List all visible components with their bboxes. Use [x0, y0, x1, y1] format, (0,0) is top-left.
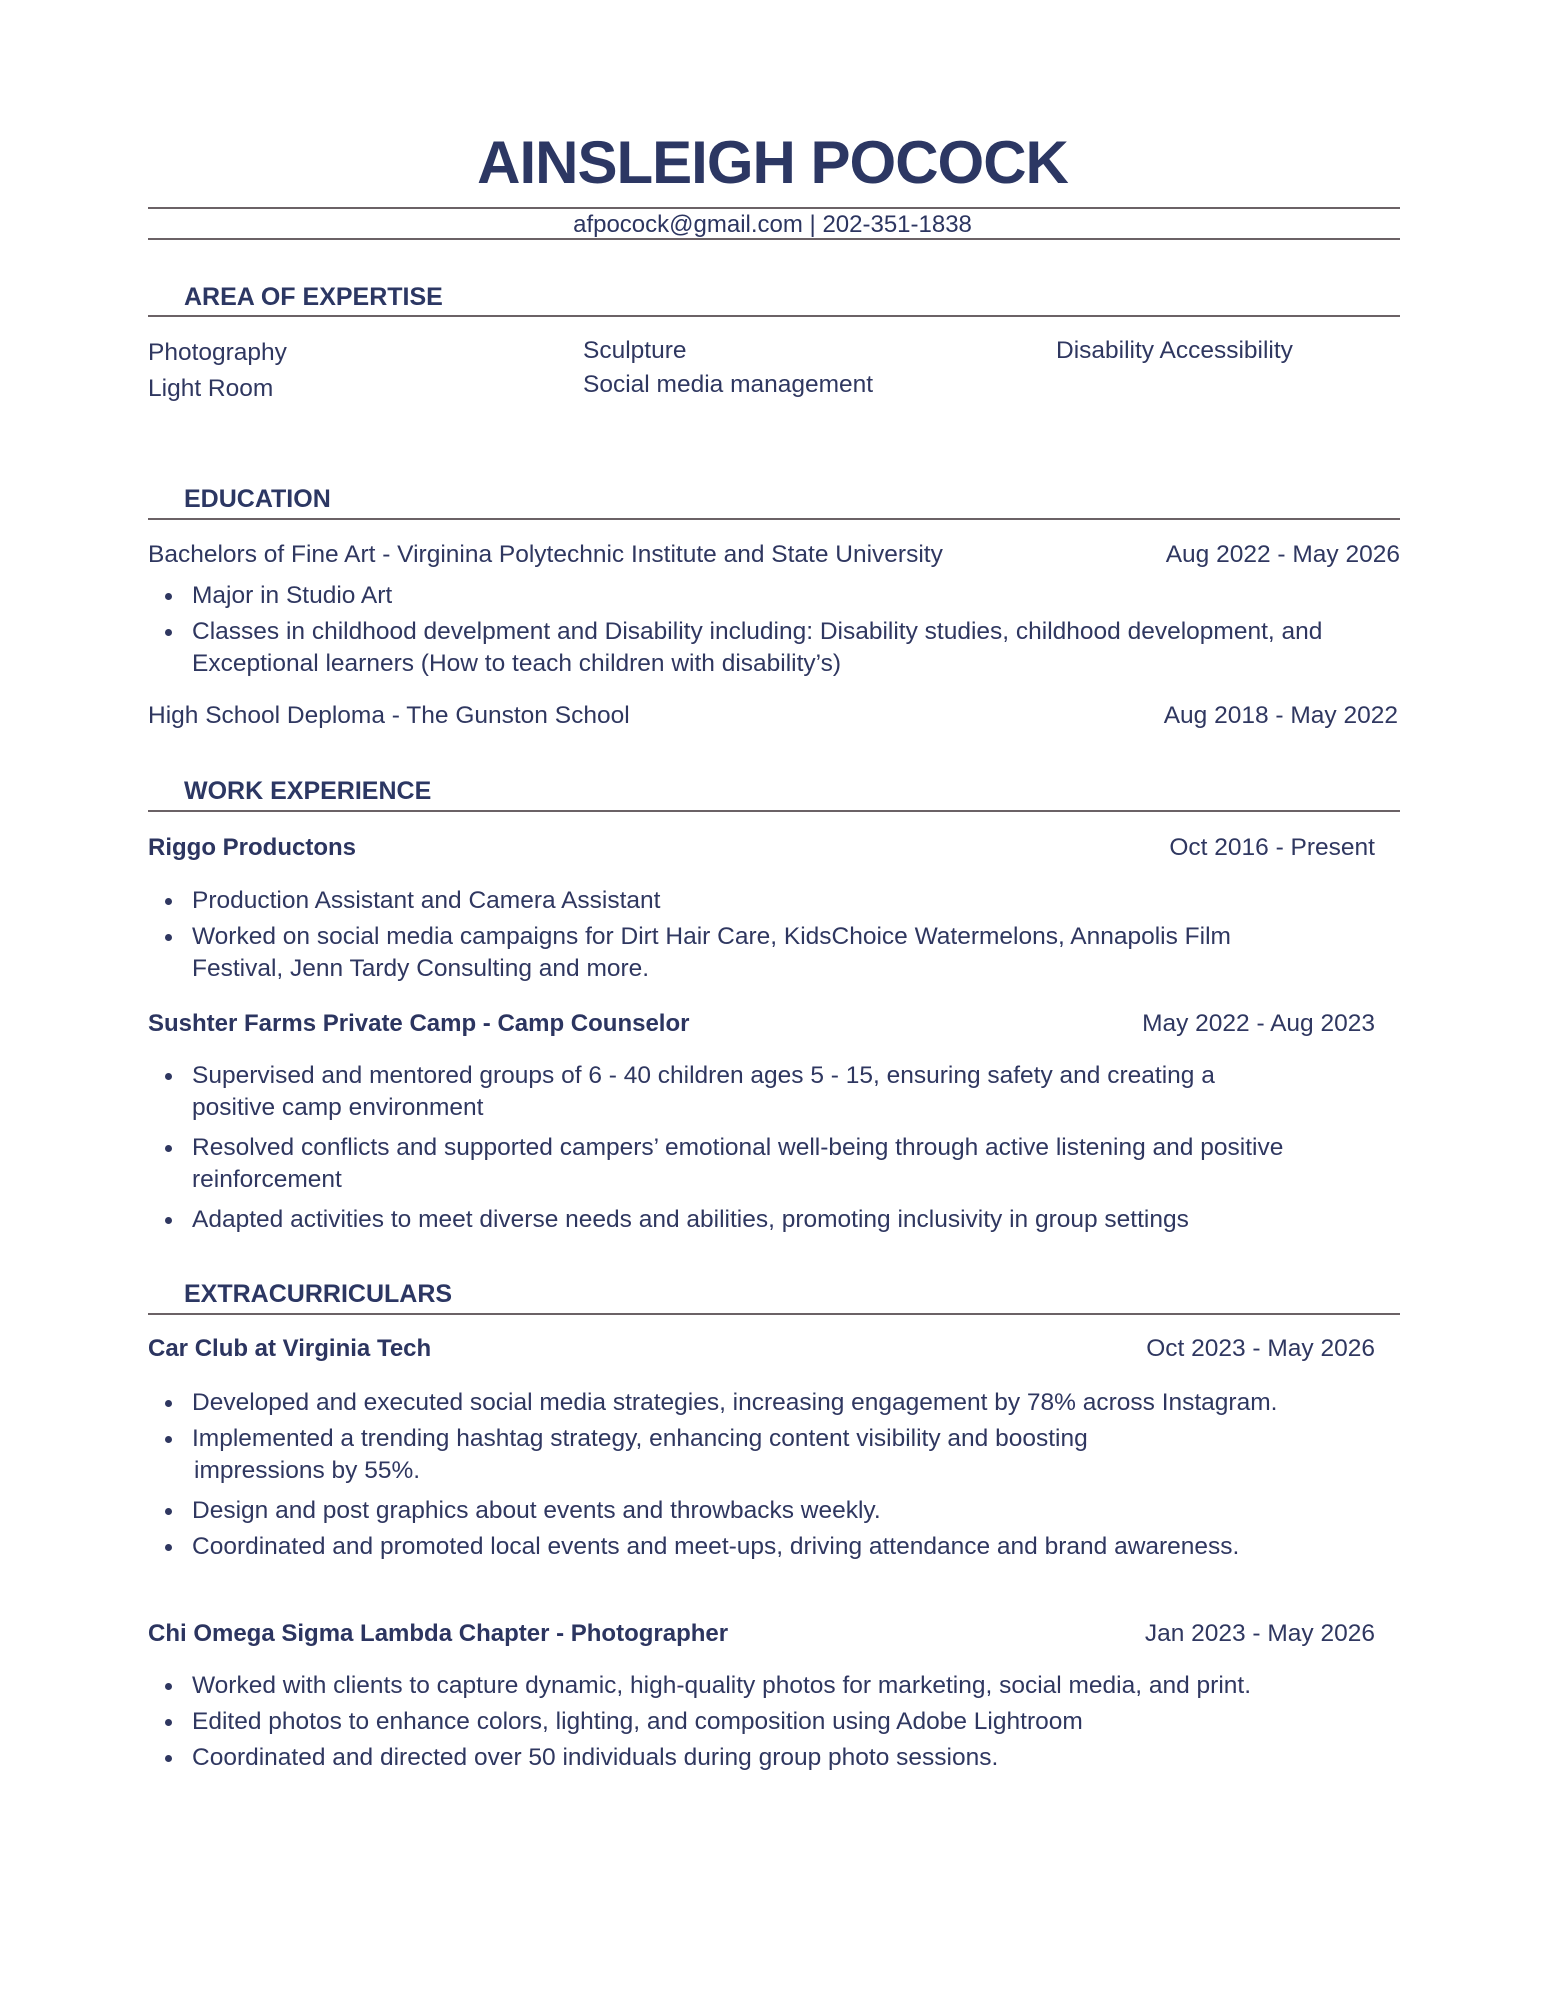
list-item: Developed and executed social media strategies, increasing engagement by 78% across Instagram. — [192, 1385, 1277, 1421]
job-title: Riggo Productons — [148, 834, 356, 861]
list-item: Supervised and mentored groups of 6 - 40 children ages 5 - 15, ensuring safety and creating a — [192, 1058, 1215, 1094]
expertise-item: Light Room — [148, 375, 274, 402]
activity-title: Car Club at Virginia Tech — [148, 1335, 432, 1362]
section-rule-work — [148, 810, 1400, 812]
job-title: Sushter Farms Private Camp - Camp Counselor — [148, 1010, 690, 1037]
activity-dates: Jan 2023 - May 2026 — [1144, 1620, 1375, 1647]
list-item: Coordinated and directed over 50 individuals during group photo sessions. — [192, 1740, 1251, 1776]
education-dates: Aug 2022 - May 2026 — [1165, 541, 1400, 568]
list-item: Edited photos to enhance colors, lighting, and composition using Adobe Lightroom — [192, 1704, 1251, 1740]
education-dates: Aug 2018 - May 2022 — [1163, 702, 1398, 729]
job-bullet-continuation: Festival, Jenn Tardy Consulting and more. — [192, 955, 650, 982]
header-bottom-rule — [148, 238, 1400, 240]
list-item: Worked on social media campaigns for Dirt Hair Care, KidsChoice Watermelons, Annapolis Film — [192, 919, 1231, 955]
activity-title: Chi Omega Sigma Lambda Chapter - Photographer — [148, 1620, 729, 1647]
list-item: Worked with clients to capture dynamic, high-quality photos for marketing, social media, and print. — [192, 1668, 1251, 1704]
job-dates: Oct 2016 - Present — [1169, 834, 1375, 861]
resume-name: AINSLEIGH POCOCK — [477, 129, 1068, 196]
job-bullets — [148, 883, 1231, 955]
section-title-extracurriculars: EXTRACURRICULARS — [184, 1280, 453, 1308]
list-item: Implemented a trending hashtag strategy, enhancing content visibility and boosting — [192, 1421, 1277, 1457]
section-rule-education — [148, 518, 1400, 520]
section-rule-expertise — [148, 315, 1400, 317]
job-dates: May 2022 - Aug 2023 — [1142, 1010, 1375, 1037]
contact-line: afpocock@gmail.com | 202-351-1838 — [573, 211, 972, 238]
job-bullets — [148, 1058, 1215, 1094]
expertise-item: Disability Accessibility — [1056, 337, 1293, 364]
activity-bullets — [148, 1385, 1277, 1457]
section-title-expertise: AREA OF EXPERTISE — [184, 283, 443, 311]
job-bullet-continuation: positive camp environment — [192, 1094, 484, 1121]
activity-bullet-continuation: impressions by 55%. — [194, 1457, 421, 1484]
expertise-item: Social media management — [583, 371, 874, 398]
job-bullets — [148, 1202, 1189, 1238]
education-bullet-continuation: Exceptional learners (How to teach children with disability’s) — [192, 650, 842, 677]
list-item: Design and post graphics about events and throwbacks weekly. — [192, 1493, 1239, 1529]
list-item: Resolved conflicts and supported campers’ emotional well-being through active listening and positive — [192, 1130, 1283, 1166]
section-title-education: EDUCATION — [184, 485, 331, 513]
list-item: Major in Studio Art — [192, 578, 1322, 614]
activity-dates: Oct 2023 - May 2026 — [1146, 1335, 1375, 1362]
list-item: Production Assistant and Camera Assistant — [192, 883, 1231, 919]
section-title-work: WORK EXPERIENCE — [184, 777, 432, 805]
activity-bullets — [148, 1668, 1251, 1776]
education-bullets — [148, 578, 1322, 650]
list-item: Adapted activities to meet diverse needs and abilities, promoting inclusivity in group settings — [192, 1202, 1189, 1238]
job-bullets — [148, 1130, 1283, 1166]
job-bullet-continuation: reinforcement — [192, 1166, 342, 1193]
activity-bullets — [148, 1493, 1239, 1565]
education-degree: High School Deploma - The Gunston School — [148, 702, 630, 729]
list-item: Classes in childhood develpment and Disability including: Disability studies, childhood development, and — [192, 614, 1322, 650]
education-degree: Bachelors of Fine Art - Virginina Polytechnic Institute and State University — [148, 541, 943, 568]
header-top-rule — [148, 207, 1400, 209]
list-item: Coordinated and promoted local events and meet-ups, driving attendance and brand awareness. — [192, 1529, 1239, 1565]
section-rule-extracurriculars — [148, 1313, 1400, 1315]
expertise-item: Photography — [148, 339, 287, 366]
expertise-item: Sculpture — [583, 337, 687, 364]
